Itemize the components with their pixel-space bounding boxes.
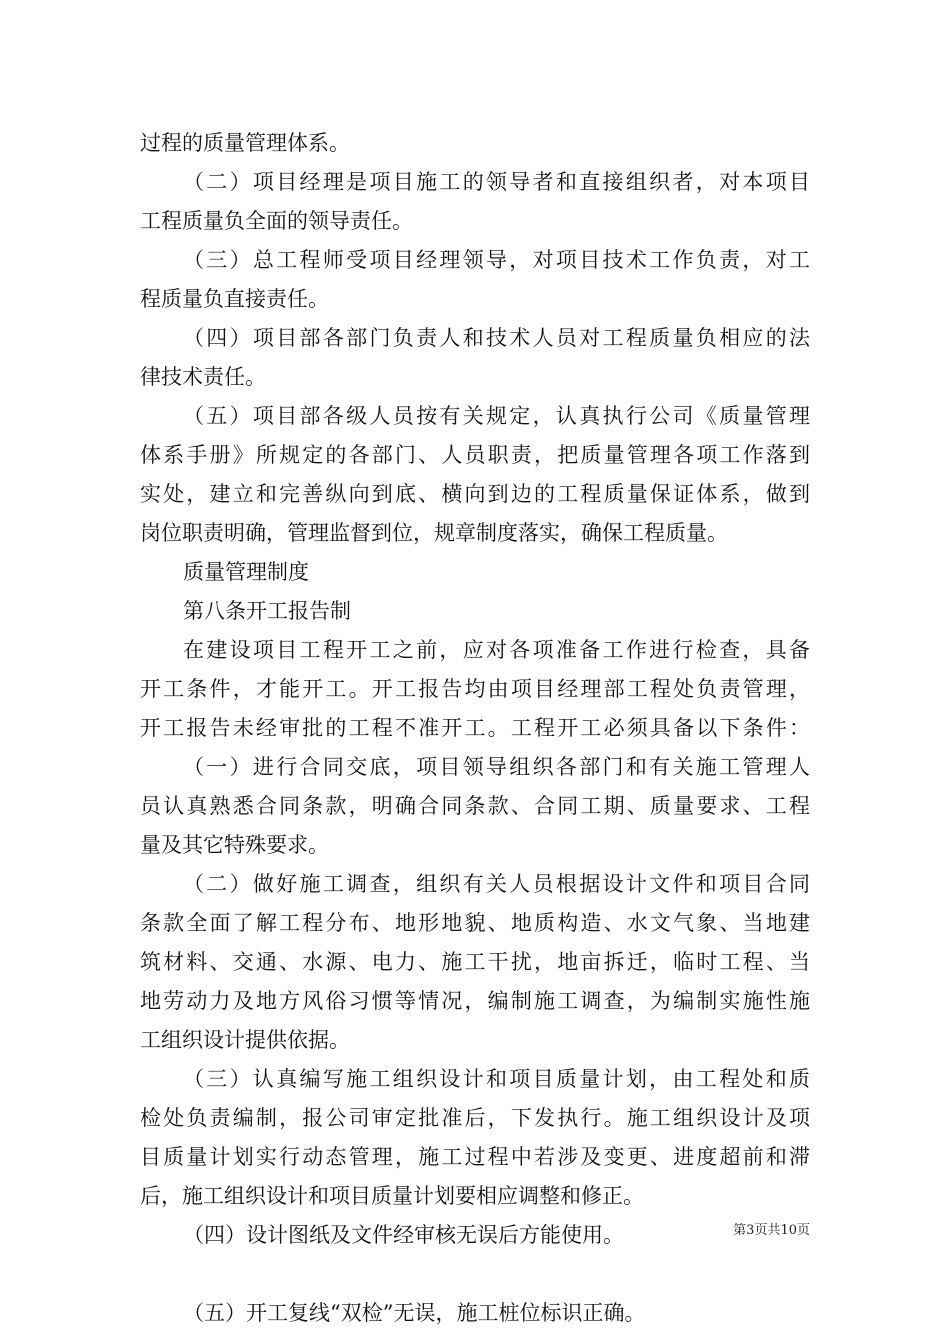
text-line: 实处，建立和完善纵向到底、横向到边的工程质量保证体系，做到 bbox=[140, 482, 810, 506]
text-line: （三）认真编写施工组织设计和项目质量计划，由工程处和质 bbox=[183, 1067, 810, 1091]
text-line: 开工报告未经审批的工程不准开工。工程开工必须具备以下条件： bbox=[140, 716, 810, 740]
text-line: 律技术责任。 bbox=[140, 365, 266, 389]
text-line: （四）设计图纸及文件经审核无误后方能使用。 bbox=[183, 1223, 624, 1247]
text-line: （五）开工复线“双检”无误，施工桩位标识正确。 bbox=[183, 1301, 646, 1325]
text-line: 检处负责编制，报公司审定批准后，下发执行。施工组织设计及项 bbox=[140, 1106, 810, 1130]
text-line: 开工条件，才能开工。开工报告均由项目经理部工程处负责管理， bbox=[140, 677, 810, 701]
text-line: 员认真熟悉合同条款，明确合同条款、合同工期、质量要求、工程 bbox=[140, 794, 810, 818]
page-number: 第3页共10页 bbox=[733, 1223, 810, 1238]
text-line: 工程质量负全面的领导责任。 bbox=[140, 209, 413, 233]
text-line: 筑材料、交通、水源、电力、施工干扰，地亩拆迁，临时工程、当 bbox=[140, 950, 810, 974]
text-line: 目质量计划实行动态管理，施工过程中若涉及变更、进度超前和滞 bbox=[140, 1145, 810, 1169]
text-line: 条款全面了解工程分布、地形地貌、地质构造、水文气象、当地建 bbox=[140, 911, 810, 935]
text-line: （二）做好施工调查，组织有关人员根据设计文件和项目合同 bbox=[183, 872, 810, 896]
text-line: （二）项目经理是项目施工的领导者和直接组织者，对本项目 bbox=[183, 170, 810, 194]
section-heading: 质量管理制度 bbox=[183, 560, 309, 584]
text-line: 岗位职责明确，管理监督到位，规章制度落实，确保工程质量。 bbox=[140, 521, 728, 545]
article-heading: 第八条开工报告制 bbox=[183, 599, 351, 623]
text-line: （三）总工程师受项目经理领导，对项目技术工作负责，对工 bbox=[183, 248, 810, 272]
text-line: 体系手册》所规定的各部门、人员职责，把质量管理各项工作落到 bbox=[140, 443, 810, 467]
text-line: 程质量负直接责任。 bbox=[140, 287, 329, 311]
text-line: 在建设项目工程开工之前，应对各项准备工作进行检查，具备 bbox=[183, 638, 810, 662]
text-line: 后，施工组织设计和项目质量计划要相应调整和修正。 bbox=[140, 1184, 644, 1208]
text-line: （五）项目部各级人员按有关规定，认真执行公司《质量管理 bbox=[183, 404, 810, 428]
text-line: 过程的质量管理体系。 bbox=[140, 131, 350, 155]
text-line: 工组织设计提供依据。 bbox=[140, 1028, 350, 1052]
text-line: （一）进行合同交底，项目领导组织各部门和有关施工管理人 bbox=[183, 755, 810, 779]
text-line: 量及其它特殊要求。 bbox=[140, 833, 329, 857]
text-line: 地劳动力及地方风俗习惯等情况，编制施工调查，为编制实施性施 bbox=[140, 989, 810, 1013]
text-line: （四）项目部各部门负责人和技术人员对工程质量负相应的法 bbox=[183, 326, 810, 350]
